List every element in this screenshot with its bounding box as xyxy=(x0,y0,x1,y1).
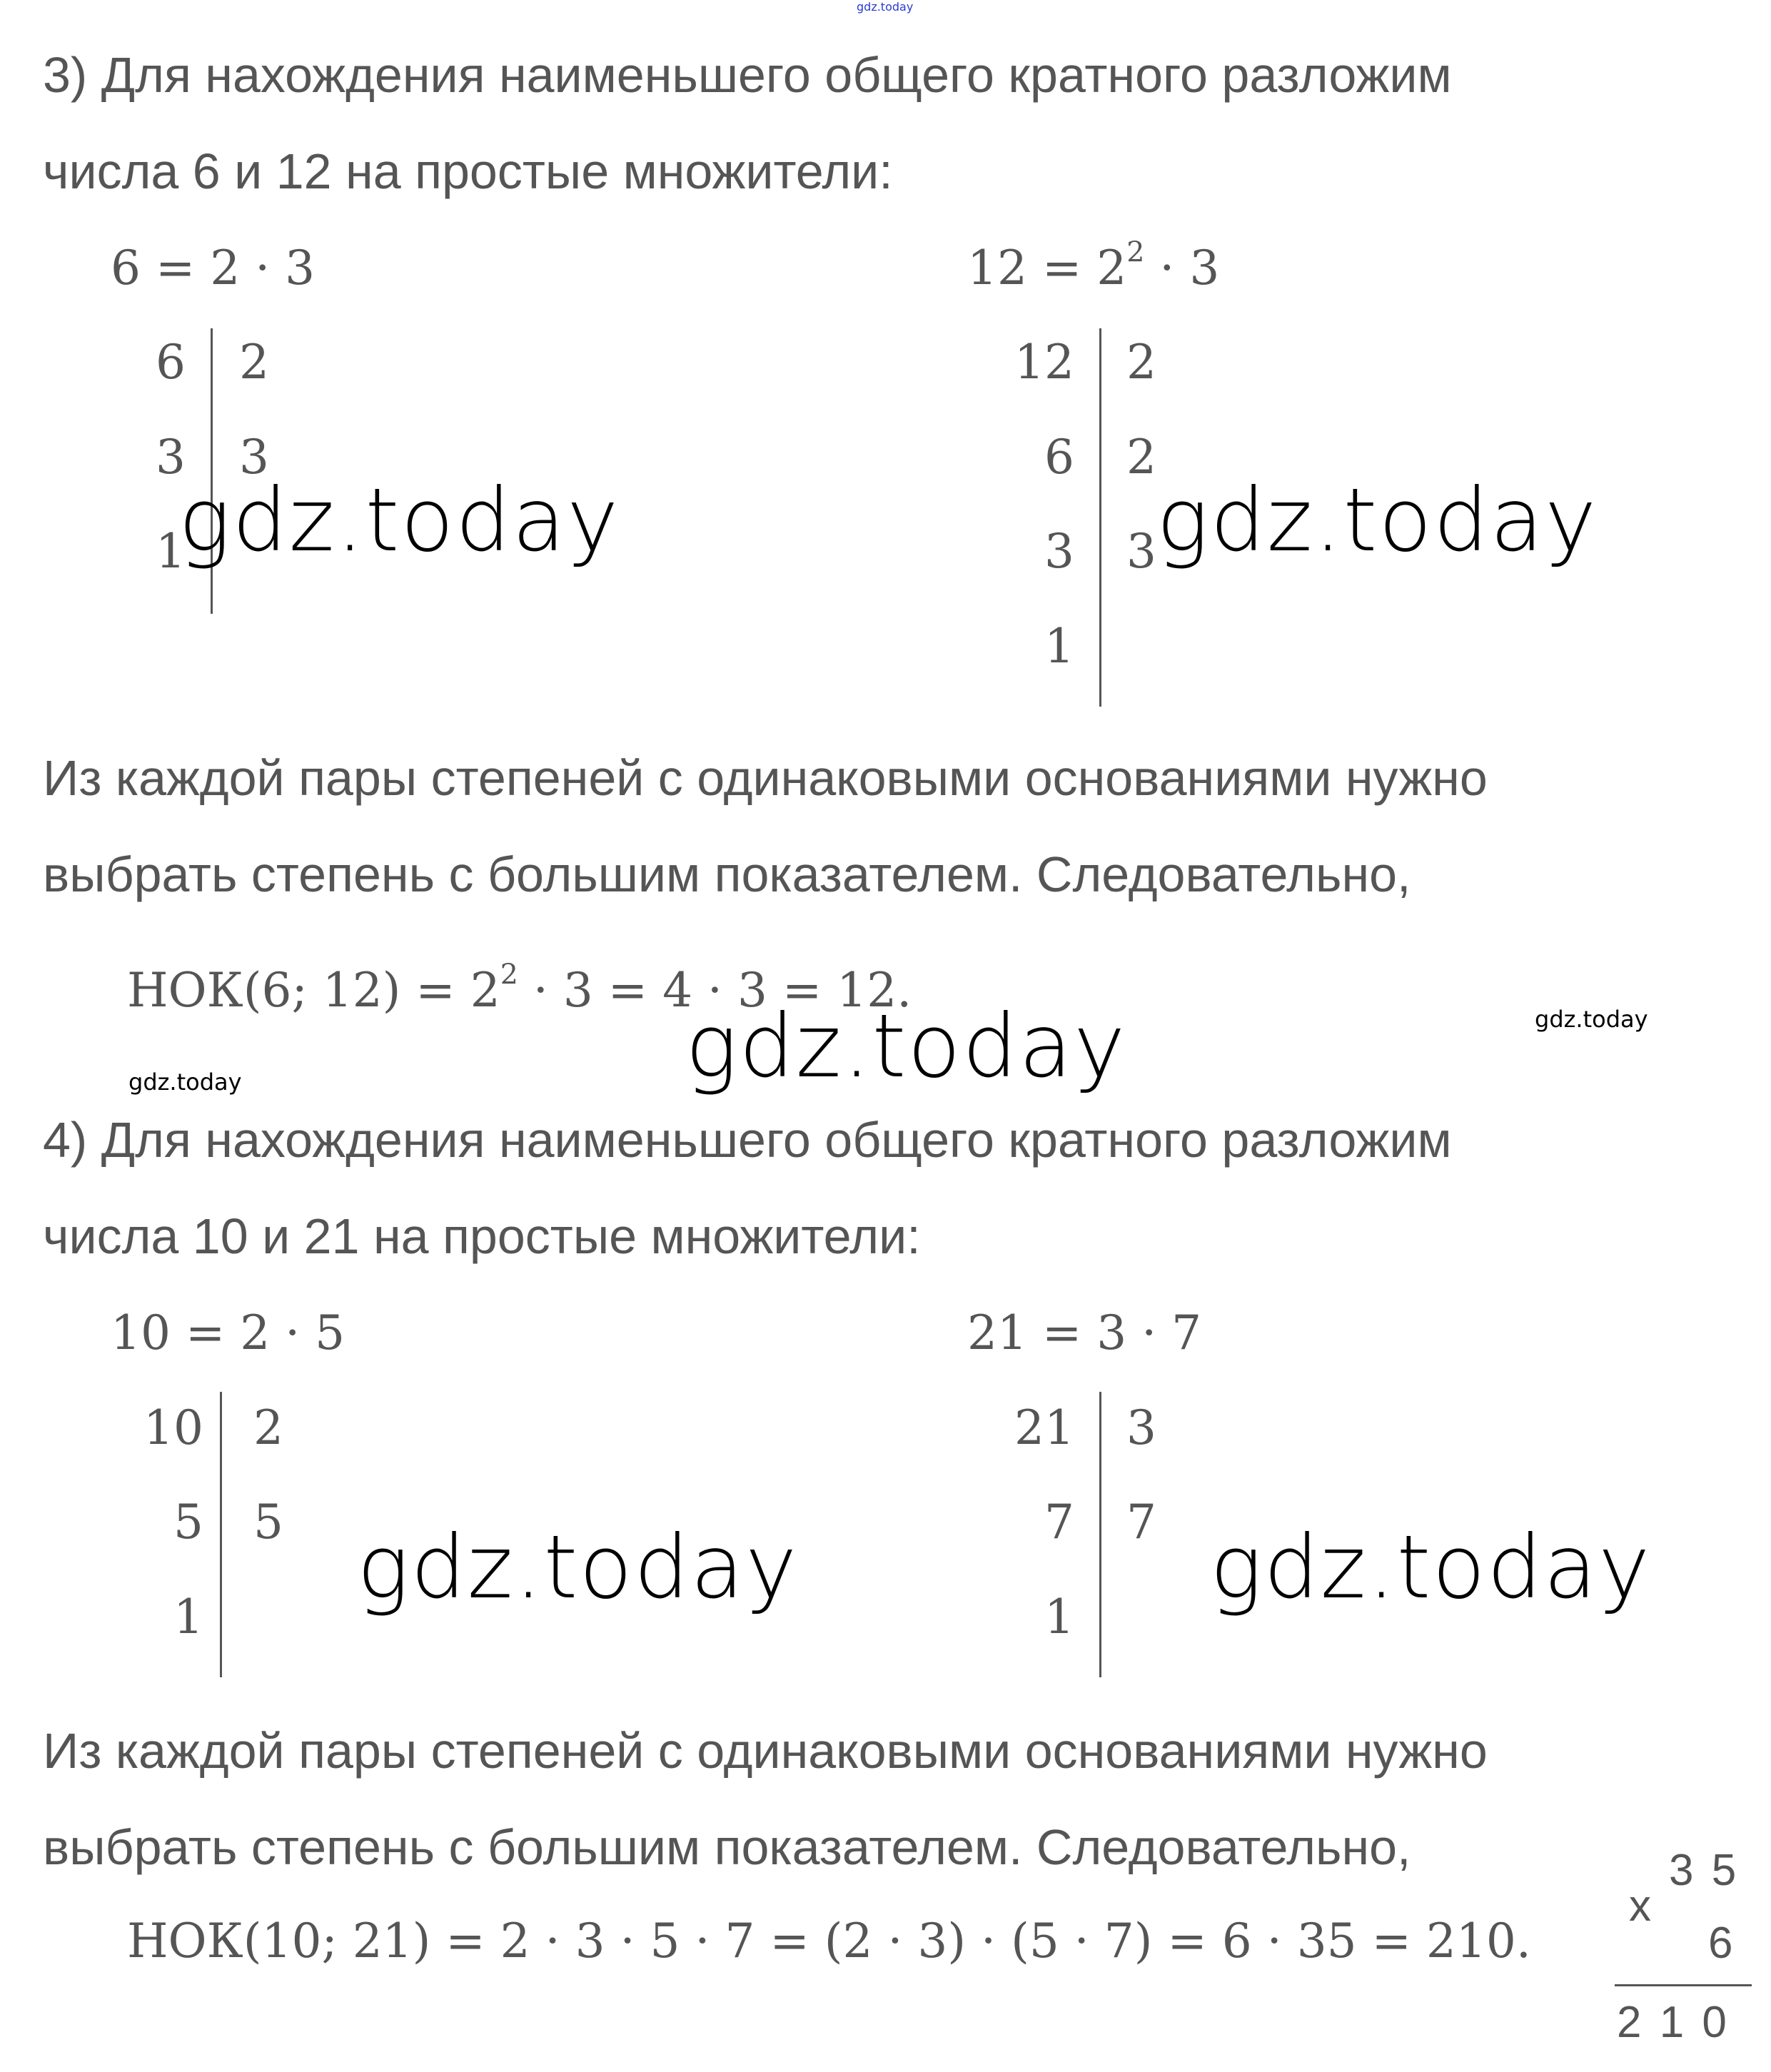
dividend: 1 xyxy=(1044,619,1074,674)
divisor: 3 xyxy=(1126,1400,1156,1455)
divisor: 3 xyxy=(239,430,269,485)
multiplication-bottom: 6 xyxy=(1708,1919,1733,1968)
part3-result: НОК(6; $12) = 2^2 \cdot 3 = 4 \cdot 3 = 12$. xyxy=(127,958,912,1018)
divisor: 7 xyxy=(1126,1495,1156,1550)
watermark: gdz.today xyxy=(178,470,620,571)
division-line xyxy=(1099,1392,1101,1677)
part3-intro-line2: числа 6 и 12 на простые множители: xyxy=(43,143,893,199)
watermark-small: gdz.today xyxy=(128,1068,242,1096)
dividend: 1 xyxy=(173,1590,203,1644)
dividend: 3 xyxy=(1044,524,1074,579)
dividend: 1 xyxy=(156,524,186,579)
part3-rule-line2: выбрать степень с большим показателем. Следовательно, xyxy=(43,847,1411,902)
division-line xyxy=(220,1392,222,1677)
part4-equation-right: 21 = 3 · 7 xyxy=(967,1305,1202,1360)
part4-equation-left: 10 = 2 · 5 xyxy=(111,1305,345,1360)
watermark: gdz.today xyxy=(1156,470,1598,571)
divisor: 2 xyxy=(239,335,269,390)
dividend: 3 xyxy=(156,430,186,485)
dividend: 12 xyxy=(1014,335,1074,390)
dividend: 7 xyxy=(1044,1495,1074,1550)
dividend: 6 xyxy=(156,335,186,390)
part3-rule-line1: Из каждой пары степеней с одинаковыми основаниями нужно xyxy=(43,750,1488,806)
multiplication-line xyxy=(1615,1984,1752,1986)
part4-intro-line2: числа 10 и 21 на простые множители: xyxy=(43,1208,921,1264)
divisor: 2 xyxy=(1126,335,1156,390)
watermark: gdz.today xyxy=(685,996,1127,1097)
dividend: 21 xyxy=(1014,1400,1074,1455)
watermark: gdz.today xyxy=(1210,1517,1652,1618)
division-line xyxy=(1099,328,1101,707)
divisor: 2 xyxy=(253,1400,283,1455)
part3-equation-left: 6 = 2 · 3 xyxy=(111,241,316,295)
part4-intro-line1: 4) Для нахождения наименьшего общего кратного разложим xyxy=(43,1112,1452,1168)
dividend: 10 xyxy=(143,1400,203,1455)
part4-rule-line2: выбрать степень с большим показателем. Следовательно, xyxy=(43,1819,1411,1875)
watermark-tiny: gdz.today xyxy=(857,0,914,14)
divisor: 5 xyxy=(253,1495,283,1550)
watermark: gdz.today xyxy=(357,1517,799,1618)
part4-result: НОК(10; 21) = 2 · 3 · 5 · 7 = (2 · 3) · (5 · 7) = 6 · 35 = 210. xyxy=(127,1914,1531,1969)
part4-rule-line1: Из каждой пары степеней с одинаковыми основаниями нужно xyxy=(43,1723,1488,1779)
multiplication-sign: x xyxy=(1629,1881,1651,1931)
dividend: 6 xyxy=(1044,430,1074,485)
dividend: 1 xyxy=(1044,1590,1074,1644)
multiplication-result: 2 1 0 xyxy=(1617,1998,1730,2047)
part3-equation-right: $12 = 2^2 \cdot 3$ xyxy=(967,236,1220,295)
part3-intro-line1: 3) Для нахождения наименьшего общего кратного разложим xyxy=(43,47,1452,103)
multiplication-top: 3 5 xyxy=(1669,1846,1740,1895)
divisor: 3 xyxy=(1126,524,1156,579)
dividend: 5 xyxy=(173,1495,203,1550)
divisor: 2 xyxy=(1126,430,1156,485)
watermark-small: gdz.today xyxy=(1535,1006,1648,1033)
